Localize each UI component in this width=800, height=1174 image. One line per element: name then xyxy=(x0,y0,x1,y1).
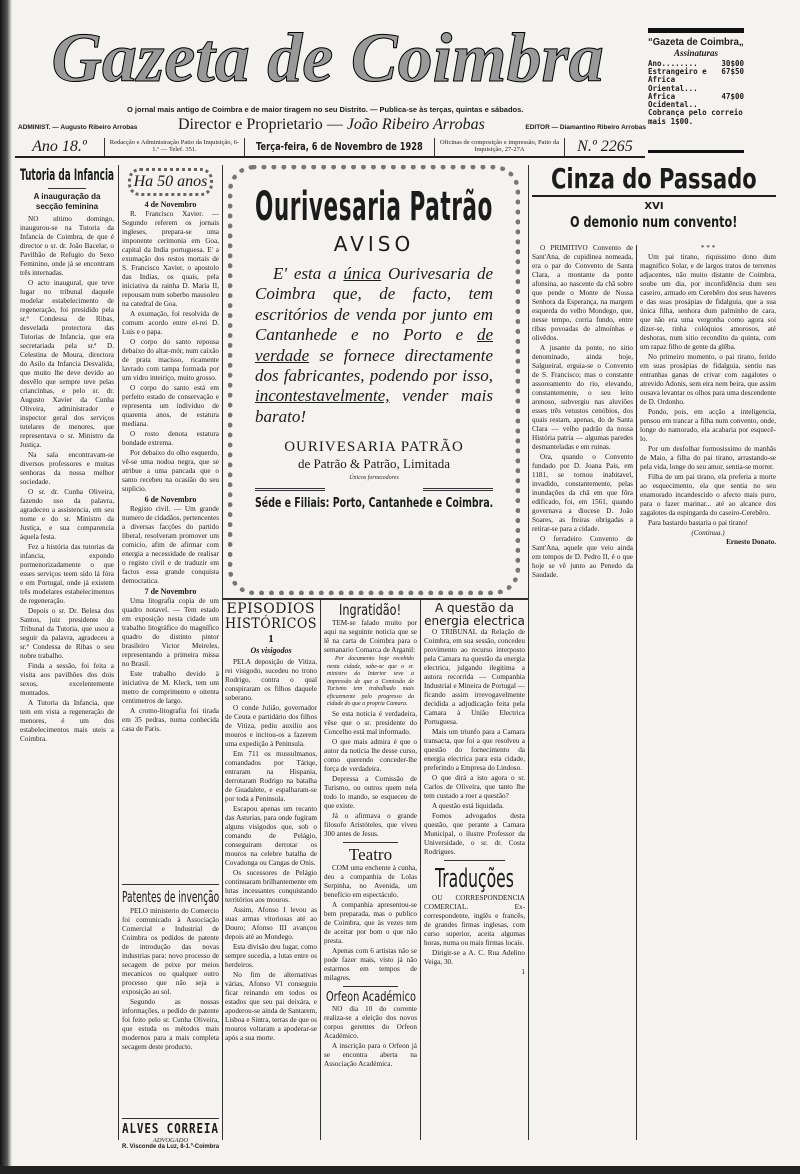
paragraph: Uma litografia copia de um quadro notavel. — Tem estado em exposição nesta cidade um trabalho litográfico do magnífico quadro do distinto pintor brasileiro Victor Meireles, representando a primeira missa no Brasil. xyxy=(122,597,219,668)
continues-note: (Continua.) xyxy=(691,529,725,537)
paragraph: No primeiro momento, o pai tirano, ferido em suas prosápias de fidalguia, sentiu nas entranhas ganas de crivar com zagalotes o atrevido Adonis, sem eira nem beira, que assim ousava levantar os olhos para uma descendente de D. Ordonho. xyxy=(640,353,776,406)
ad-mark: 1 xyxy=(521,968,525,977)
column-rule xyxy=(636,245,637,1140)
paragraph: Mais um triunfo para a Camara transacta, que foi a que resolveu a questão do fornecimento da energia electrica para esta cidade, preferindo a Empresa do Lindoso. xyxy=(424,728,525,773)
paragraph: Fez a história das tutorias da infancia, expondo pormenorizadamente o que esses serviços teem sido lá fóra e em Portugal, onde já existem três modelares estabelecimentos de regeneração. xyxy=(20,543,114,605)
paragraph: Na sala encontravam-se diversos professores e muitas senhoras da nossa melhor sociedade. xyxy=(20,451,114,486)
article-title: A questão da energia electrica xyxy=(424,602,525,629)
column-rule xyxy=(528,165,529,1140)
tagline: O jornal mais antigo de Coimbra e de maior tiragem no seu Distrito. — Publica-se às terças, quintas e sábados. xyxy=(127,105,524,114)
title-text: Patentes de invenção xyxy=(122,888,219,906)
article-title xyxy=(225,602,317,633)
editor: EDITOR — Diamantino Ribeiro Arrobas xyxy=(525,124,646,131)
paragraph: Já o afirmava o grande filosofo Aristóteles, que viveu 300 antes de Jesus. xyxy=(324,811,417,838)
masthead xyxy=(20,22,635,96)
paragraph: O sr. dr. Cunha Oliveira, fazendo uso da palavra, agradeceu a assistencia, em seu nome e do sr. Ministro da Justiça, e sua comparencia àquela festa. xyxy=(20,488,114,541)
article-episodios-historicos xyxy=(225,602,317,1140)
ha-50-anos-title: Ha 50 anos xyxy=(128,168,213,196)
paragraph: Depois o sr. Dr. Belesa dos Santos, juiz presidente do Tribunal da Tutoria, que usou a seguir da palavra, agradeceu a sr.ª Condessa de Ribas o seu nobre trabalho. xyxy=(20,607,114,660)
divider xyxy=(255,488,493,491)
paragraph: Apenas com 6 artistas não se pode fazer mais, visto já não estarmos em tempos de milagres. xyxy=(324,946,417,982)
paragraph: Os sucessores de Pelágio continuaram brilhantemente em lutas incessantes conquistando territórios aos mouros. xyxy=(225,868,317,904)
paragraph: A exumação, foi resolvida de comum acordo entre el-rei D. Luís e o papa. xyxy=(122,310,219,336)
paragraph: O corpo do santo está em perfeito estado de conservação e representa um individuo de quarenta anos, de estatura mediana. xyxy=(122,384,219,428)
cinza-column-1 xyxy=(532,244,633,1139)
paragraph: TEM-se falado muito por aqui na seguinte noticia que se lê na carta de Coimbra para o semanario Comarca de Arganil: xyxy=(324,619,417,654)
divider xyxy=(444,860,505,861)
subscriptions-title-box xyxy=(648,36,744,49)
article-subtitle: A inauguração da secção feminina xyxy=(33,192,101,211)
ad-text: Ourivesaria de Coimbra que, de facto, tem escritórios de venda por junto em Cantanhede e no Porto e xyxy=(255,264,494,345)
episode-number: 1 xyxy=(268,632,274,645)
title-line-box xyxy=(225,602,317,617)
ad-name-box xyxy=(122,1122,219,1137)
article-ha-50-anos xyxy=(122,168,219,880)
date-heading: 6 de Novembro xyxy=(144,495,197,504)
subscriptions-box xyxy=(648,28,744,126)
paragraph: Fomos advogados desta questão, que perante a Camara Municipal, o ilustre Professor da Universidade, o sr. dr. Costa Rodrigues. xyxy=(424,812,525,857)
title-line: EPISÓDIOS xyxy=(226,602,316,617)
paragraph: Pondo, pois, em acção a inteligencia, pensou em trancar a filha num convento, onde, longe do namorado, ela acabaria por esquecê-lo. xyxy=(640,408,776,443)
ad-address-box xyxy=(122,1144,219,1150)
date-heading: 7 de Novembro xyxy=(144,587,197,596)
paragraph: A inscrição para o Orfeon já se encontra aberta na Associação Académica. xyxy=(324,1041,417,1068)
ad-text: E' esta a xyxy=(273,264,344,283)
cinza-column-2 xyxy=(640,244,776,1139)
paragraph: Segundo as nossas informações, o pedido de patente foi feito pelo sr. Cunha Oliveira, que estuda os métodos mais modernos para a mais completa secagem deste producto. xyxy=(122,998,219,1051)
article-title xyxy=(424,864,525,894)
page-bottom-edge xyxy=(0,1166,800,1174)
paragraph: No fim de alternativas várias, Afonso VI conseguiu ficar reinando em todos os estados que seu pai deixára, e apoderou-se ainda de Santarem, Lisboa e Sintra, terras de que os mouros voltaram a apoderar-se após a sua morte. xyxy=(225,970,317,1042)
paragraph: COM uma enchente à cunha, deu a companhia de Lolas Serpinha, no Avenida, um benefício em espectáculo. xyxy=(324,863,417,899)
price-label: Africa Ocidental.. xyxy=(648,91,698,110)
administrator: ADMINIST. — Augusto Ribeiro Arrobas xyxy=(18,124,138,131)
subtitle-text: O demonio num convento! xyxy=(570,213,738,231)
date-heading: 4 de Novembro xyxy=(144,200,197,209)
paragraph: Escapou apenas um recanto das Asturias, para onde fugiram alguns visigodos que, sob o comando de Pelágio, conseguiram derrotar os mouros na celebre batalha de Covadonga ou Cangas de Onis. xyxy=(225,804,317,867)
article-subtitle xyxy=(532,213,776,231)
divider xyxy=(343,842,399,843)
paragraph: Registo civil. — Um grande numero de cidadãos, pertencentes a diversas facções do partido liberal, resolveram promover um comicio, afim de afirmar com energia a necessidade de realisar o registo civil e de traduzir em factos essa grande conquista democratica. xyxy=(122,505,219,585)
subscriptions-title: “Gazeta de Coimbra„ xyxy=(648,37,744,48)
paragraph: Finda a sessão, foi feita a visita aos pavilhões dos dois sexos, excelentemente montados. xyxy=(20,662,114,697)
paragraph: A companhia apresentou-se bem preparada, mas o publico de Coimbra, que às vezes tem de aceitar por bom o que não presta. xyxy=(324,900,417,945)
price-value: 47$00 xyxy=(721,91,744,101)
postage-note: Cobrança pelo correio mais 1$00. xyxy=(648,108,743,126)
paragraph: Por debaixo do olho esquerdo, vê-se uma nodoa negra, que se atribue a uma pancada que o santo recebeu na ocasião do seu suplicio. xyxy=(122,449,219,493)
article-subtitle: Os visigodos xyxy=(250,645,292,655)
ad-title-box xyxy=(255,184,493,230)
paragraph: O ferradeiro Convento de Sant'Ana, aquele que veio ainda em tempos de D. Pedro II, é o que hoje se vê junto ao Penedo da Saudade. xyxy=(532,535,633,579)
ad-text: se fornece directamente dos fabricantes, podendo por isso, xyxy=(255,345,493,385)
subscriptions-heading: Assinaturas xyxy=(673,48,719,58)
article-tutoria xyxy=(20,165,114,1140)
ad-notice: AVISO xyxy=(333,232,415,256)
article-title xyxy=(532,163,776,197)
paragraph: O que mais admira é que o autor da noticia lhe desse curso, como querendo conceder-lhe força de verdadeira. xyxy=(324,737,417,773)
title-text: Cinza do Passado xyxy=(551,162,757,195)
article-title xyxy=(20,165,114,185)
title-text: Ingratidão! xyxy=(339,602,402,619)
article-title xyxy=(324,602,417,619)
article-title xyxy=(324,990,417,1005)
paragraph: A cromo-litografia foi tirada em 35 pedras, numa conhecida casa de Paris. xyxy=(122,707,219,733)
paragraph: NO ultimo domingo, inaugurou-se na Tutoria da Infancia de Coimbra, de que é director o sr. dr. João Bacelar, o Pavilhão de Refugio do Sexo Feminino, onde já se encontram três internadas. xyxy=(20,215,114,277)
ad-title: Ourivesaria Patrão xyxy=(255,184,493,230)
paragraph: O PRIMITIVO Convento de Sant'Ana, de cupidinea nomeada, era o par do Convento de Santa Clara, a montante da ponte afonsina, ao nascente da chã sobre que pende o Monte de Nossa Senhora da Esperança, na margem esquerda do velho Mondego, que, nesse tempo, corria fundo, entre ribas povoadas de almoinhas e olivêdos. xyxy=(532,244,633,342)
paragraph: Assim, Afonso I levou as suas armas vitoriosas até ao Douro; Afonso III avançou depois até ao Mondego. xyxy=(225,905,317,941)
ad-address: R. Visconde da Luz, 8-1.º-Coimbra xyxy=(122,1144,220,1150)
title-line-box xyxy=(225,617,317,632)
redaccao-address: Redacção e Administração Patio da Inquisição, 6-1.º — Telef. 351. xyxy=(105,138,245,156)
chapter-number: XVI xyxy=(644,201,664,212)
column-rule xyxy=(118,165,119,1140)
paragraph: Um pai tirano, riquissimo dono dum magnifico Solar, e de largos tratos de terrenos adjacentes, não muito distante de Coimbra, soube um dia, por inconfidência dum seu caseiro, armado em Cerebêro dos seus haveres e das suas prosápias de fidalguia, que a sua única filha, senhora dum palminho de cara, que não era uma vergonha como agora soi dizer-se, tinha colóquios amorosos, até deshoras, num sitio recondito da quinta, com um rapaz filho de gente da glêba. xyxy=(640,253,776,351)
paragraph: Dirigir-se a A. C. Rua Adelino Veiga, 30. xyxy=(424,949,525,967)
dateline xyxy=(15,138,645,158)
ad-firm: de Patrão & Patrão, Limitada xyxy=(298,456,450,472)
paragraph: O TRIBUNAL da Relação de Coimbra, em sua sessão, concedeu provimento ao recurso interposto pela Camara na questão da energia electrica, julgando ilegitima a autora recorrida — Companhia Industrial e Mineira de Portugal — ficando assim irrevogavelmente decidida a adjudicação feita pela Camara à União Electrica Portuguesa. xyxy=(424,628,525,727)
title-text: Traduções xyxy=(435,864,515,895)
issue-date xyxy=(245,138,435,156)
divider xyxy=(343,986,399,987)
ad-text-underlined: incontestavelmente, xyxy=(255,386,390,406)
author: Ernesto Donato. xyxy=(726,538,776,546)
director xyxy=(178,115,485,135)
price-value: 67$50 xyxy=(721,67,744,77)
quoted-notice: Por documento hoje recebido nesta cidade, sabe-se que o sr. ministro do Interior teve a impressão de que a Comissão de Turismo tem trabalhado mais eficazmente pelo progresso da cidade do que a propria Camara. xyxy=(327,656,414,707)
column-rule xyxy=(420,600,421,1140)
paragraph: A jusante da ponte, no sitio denominado, ainda hoje, Salgueiral, erguia-se o Convento de S. Francisco; mas o constante assoreamento do rio, elevando, constantemente, o seu leito arenoso, subvergiu nas aluviões esses três vetustos cenóbios, dos quais restam, apenas, do de Santa Clara — velho padrão da nossa História patria — algumas paredes desmanteladas e em ruinas. xyxy=(532,344,633,451)
staff-line xyxy=(18,115,646,135)
ad-name: ALVES CORREIA xyxy=(122,1122,219,1137)
divider xyxy=(222,598,528,600)
divider xyxy=(648,28,744,33)
paragraph: R. Francisco Xavier. — Segundo referem os jornais ingleses, prepara-se uma imponente cerimonia em Goa, capital da India portuguesa. E' a exumação dos restos mortais de S. Francisco Xavier, o apostolo das Indias, os quais, pela iniciativa da rainha D. Maria II, repousam num soberbo mausoleu na catedral de Goa. xyxy=(122,210,219,308)
ad-body xyxy=(255,264,493,427)
ad-text-underlined: única xyxy=(343,264,382,283)
alves-correia-ad xyxy=(122,1118,219,1150)
column-middle xyxy=(324,602,417,1140)
price-row xyxy=(648,93,744,110)
price-row xyxy=(648,68,744,93)
title-text: Orfeon Académico xyxy=(325,989,416,1005)
paragraph: Este trabalho devido à iniciativa de M. Kleck, tem um metro de comprimento e oitenta centimetros de largo. xyxy=(122,670,219,705)
year: Ano 18.º xyxy=(15,138,105,156)
paragraph: PELO ministerio do Comercio foi comunicado à Associação Comercial e Industrial de Coimbra os pedidos de patente de introdução das novas industrias para: novo processo de secagem de peixe por meios mecanicos ou qualquer outro processo que não seja a exposição ao sol. xyxy=(122,907,219,996)
oficinas-address: Oficinas de composição e impressão, Patio da Inquisição, 27-27A xyxy=(435,138,565,156)
paragraph: Para bastardo bastaria o pai tirano! xyxy=(648,519,748,527)
issue-date-text: Terça-feira, 6 de Novembro de 1928 xyxy=(256,140,423,153)
article-patentes xyxy=(122,884,219,1114)
paragraph: O acto inaugural, que teve lugar no tribunal daquele modelar estabelecimento de regeneração, foi presidido pela sr.ª Condessa de Ribas, desvelada protectora das Tutorias de Infancia, que era secretariada pela sr.ª D. Celestina de Moura, directora do Asilo da Infancia Desvalida, que muito lhe deve devido ao desvêlo que sempre teve pelas criancinhas, e pelo sr. dr. Augusto Xavier da Cunha Oliveira, administrador e inspector geral dos serviços tutelares de menores, que representava o sr. Ministro da Justiça. xyxy=(20,279,114,449)
ad-role: ADVOGADO xyxy=(152,1137,189,1144)
price-value: 30$00 xyxy=(721,58,744,68)
paragraph: Esta divisão deu lugar, como sempre sucedia, a lutas entre os herdeiros. xyxy=(225,942,317,969)
column-rule xyxy=(320,600,321,1140)
column-rule xyxy=(222,165,223,1140)
ad-text: vender mais barato! xyxy=(255,386,493,426)
paragraph: Ora, quando o Convento fundado por D. Joana Pais, em 1181, se tornou inabitavel, invadido, constantemente, pelas inundações da chã em que fôra edificado, foi, em 1561, quando governava a diocese D. João Soares, as freiras obrigadas a retirar-se para a cidade. xyxy=(532,453,633,533)
price-label: Ano........ xyxy=(648,58,698,68)
ad-suppliers: Únicos fornecedores xyxy=(349,475,399,482)
paragraph: Depressa a Comissão de Turismo, ou outros quem nela todo lo mando, se esqueceu de que existe. xyxy=(324,774,417,810)
ad-branches-box xyxy=(255,496,493,511)
director-name: João Ribeiro Arrobas xyxy=(346,116,485,133)
paragraph: O rosto denota estatura bondade extrema. xyxy=(122,430,219,447)
paragraph: PELA deposição de Vitiza, rei visigodo, sucedeu no trono Rodrigo, contra o qual conspiraram os filhos daquele soberano. xyxy=(225,657,317,702)
issue-number: N.º 2265 xyxy=(577,137,633,155)
paragraph: Por um desfolhar formosissimo de manhãs de Maio, a filha do pai tirano, arrastando-se pela vida, longe do seu amor, sentia-se morrer. xyxy=(640,445,776,471)
paragraph: A Tutoria da Infancia, que tem em vista a regeneração de menores, é um dos estabelecimentos mais uteis a Coimbra. xyxy=(20,699,114,743)
cinza-header xyxy=(532,163,776,231)
paragraph: Se esta noticia é verdadeira, vêse que o sr. presidente do Concelho está mal informado. xyxy=(324,709,417,736)
paragraph: NO dia 10 do corrente realiza-se a eleição dos novos corpos gerentes do Orfeon Académico. xyxy=(324,1004,417,1040)
paragraph: Em 711 os mussulmanos, comandados por Táriqe, entraram na Hispania, derrotaram Rodrigo na batalha de Guadalete, e espalharam-se por toda a Peninsula. xyxy=(225,749,317,803)
price-label: Estrangeiro e Africa Oriental... xyxy=(648,67,707,93)
column-energia xyxy=(424,602,525,1140)
director-label: Director e Proprietario — xyxy=(177,116,343,133)
title-text: Tutoria da Infancia xyxy=(20,165,114,184)
article-title: Teatro xyxy=(348,844,393,864)
paragraph: O que dirá a isto agora o sr. Carlos de Oliveira, que tanto lhe tem custado a roer a questão? xyxy=(424,774,525,801)
page-edge xyxy=(0,0,12,1174)
ad-text-underlined: de verdade xyxy=(255,325,493,365)
ourivesaria-patrao-ad xyxy=(228,165,520,595)
divider xyxy=(48,188,86,189)
newspaper-title: Gazeta de Coimbra xyxy=(51,20,604,97)
title-line: HISTÓRICOS xyxy=(225,616,317,633)
ad-company: OURIVESARIA PATRÃO xyxy=(284,439,464,456)
paragraph: O corpo do santo repousa debaixo do altar-mór, num caixão de prata macisso, ricamente lavrado com tampa formada por um vidro inteiriço, muito grosso. xyxy=(122,338,219,382)
ad-branches: Séde e Filiais: Porto, Cantanhede e Coimbra. xyxy=(255,496,494,512)
divider xyxy=(648,150,744,153)
article-title xyxy=(122,888,219,907)
paragraph: OU CORRESPONDENCIA COMERCIAL. Ex-correspondente, inglês e francês, de grandes firmas inglesas, com curso superior, aceita algumas horas, numa ou mais firmas locais. xyxy=(424,894,525,948)
paragraph: A questão está liquidada. xyxy=(432,802,504,811)
paragraph: O conde Julião, governador de Ceuta e partidário dos filhos de Vitiza, pediu auxilio aos mouros e incitou-os a fazerem uma expedição à Peninsula. xyxy=(225,703,317,748)
stars-separator: * * * xyxy=(700,244,716,252)
paragraph: Filha de um pai tirano, ela preferia a morte ao esquecimento, ela que sentia no seu enamorado incandescido o afecto mais puro, para o fazer marinar... até ao alcance dos zagalotes da espingarda do caseiro-Cerebêro. xyxy=(640,473,776,517)
